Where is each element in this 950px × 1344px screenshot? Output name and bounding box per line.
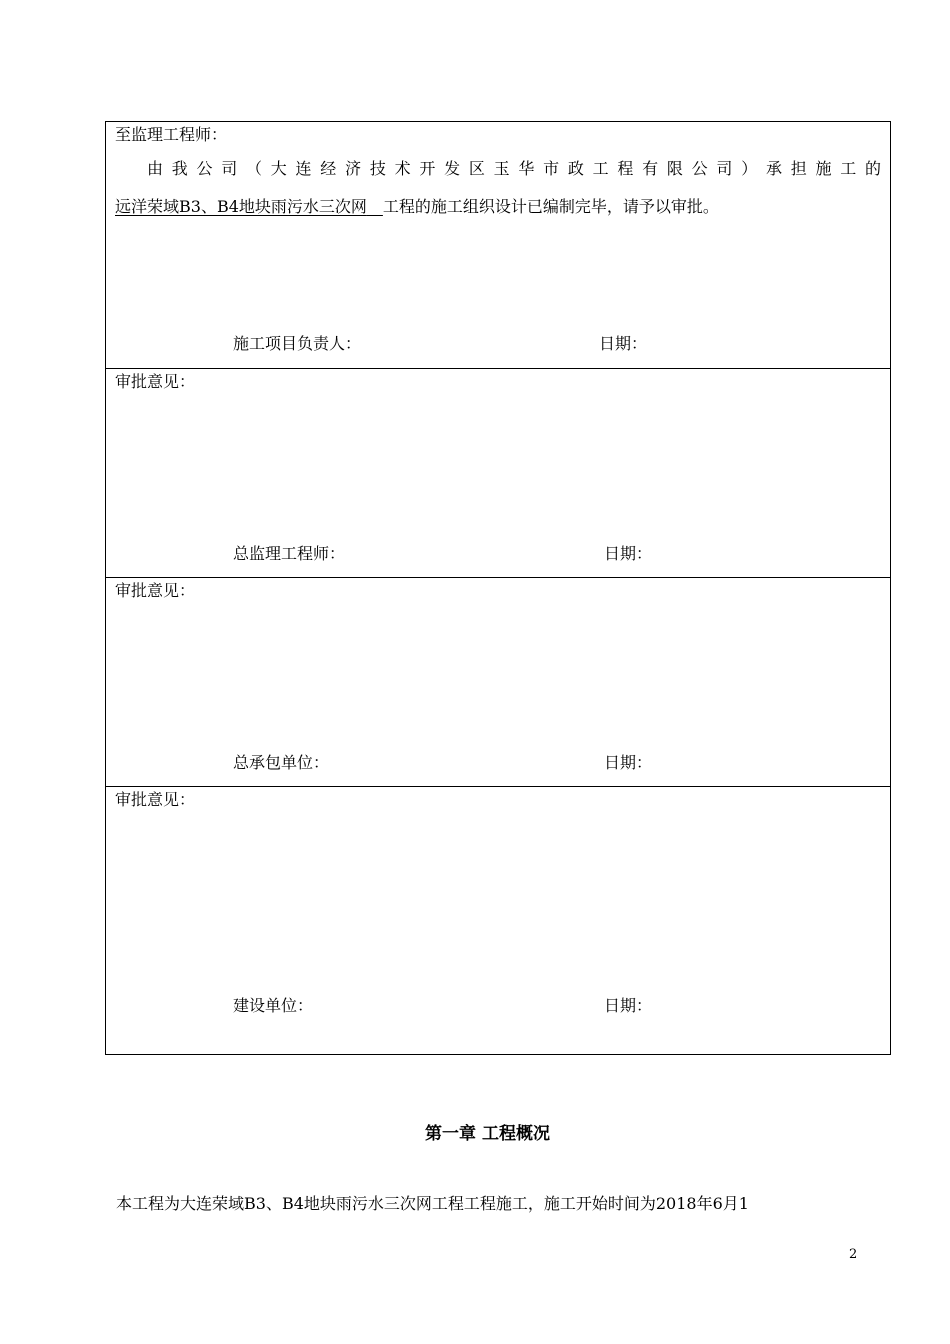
date-label: 日期： [604, 544, 653, 563]
page-number: 2 [849, 1247, 858, 1262]
project-name: 远洋荣域B3、B4地块雨污水三次网 [115, 197, 367, 216]
general-contractor-label: 总承包单位： [233, 753, 330, 772]
chapter-title: 第一章 工程概况 [425, 1124, 550, 1144]
general-contractor-approval-section [106, 577, 890, 786]
submission-paragraph-rest: 工程的施工组织设计已编制完毕，请予以审批。 [382, 197, 719, 216]
chief-supervisor-label: 总监理工程师： [233, 544, 346, 563]
addressee-label: 至监理工程师： [115, 125, 228, 144]
submission-paragraph-line1: 由我公司（大连经济技术开发区玉华市政工程有限公司）承担施工的 [147, 159, 881, 178]
approval-opinion-label: 审批意见： [115, 372, 196, 391]
submission-section [106, 122, 890, 368]
date-label: 日期： [604, 996, 653, 1015]
submission-paragraph-line2 [115, 197, 719, 217]
date-label: 日期： [599, 334, 648, 353]
date-label: 日期： [604, 753, 653, 772]
approval-opinion-label: 审批意见： [115, 790, 196, 809]
chapter-body-text: 本工程为大连荣域B3、B4地块雨污水三次网工程工程施工，施工开始时间为2018年6月1 [116, 1194, 749, 1213]
approval-form-table [105, 121, 891, 1055]
project-manager-label: 施工项目负责人： [233, 334, 362, 353]
underline-gap [367, 197, 383, 216]
construction-unit-label: 建设单位： [233, 996, 314, 1015]
owner-approval-section [106, 786, 890, 1056]
approval-opinion-label: 审批意见： [115, 581, 196, 600]
supervisor-approval-section [106, 368, 890, 577]
